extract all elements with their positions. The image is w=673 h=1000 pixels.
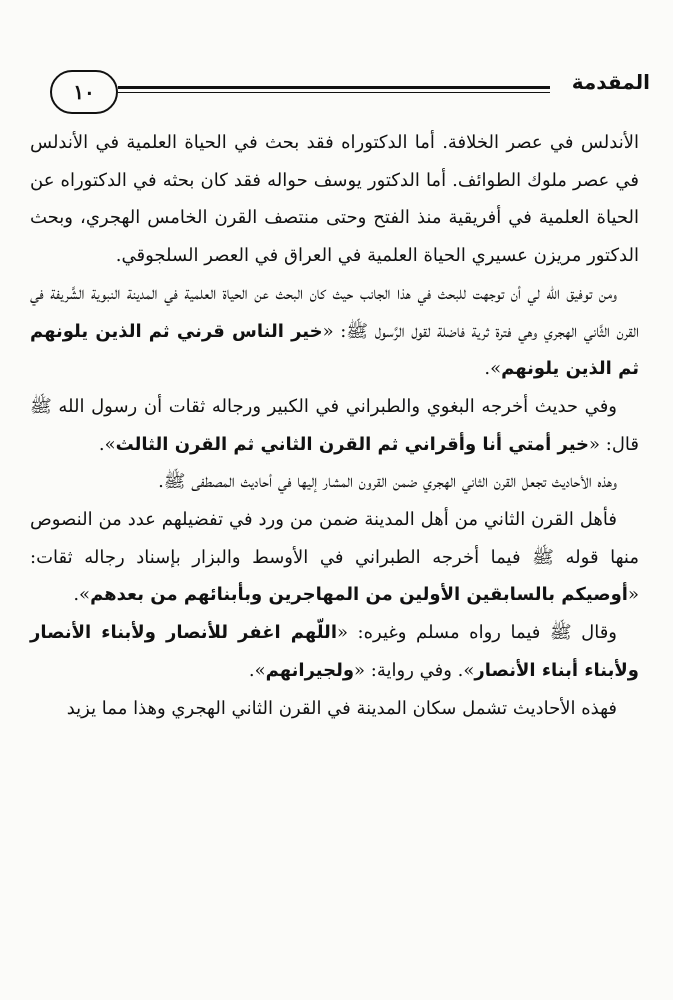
- hadith-quote-4: اللّهم اغفر للأنصار ولأبناء الأنصار ولأبناء أبناء الأنصار: [30, 622, 639, 681]
- header-rule: [118, 86, 550, 89]
- page-number: ١٠: [73, 80, 95, 104]
- paragraph-3: وفي حديث أخرجه البغوي والطبراني في الكبير ورجاله ثقات أن رسول الله ﷺ قال: «خير أمتي أنا وأقراني ثم القرن الثاني ثم القرن الثالث».: [30, 395, 639, 455]
- paragraph-2: ومن توفيق الله لي أن توجهت للبحث في هذا الجانب حيث كان البحث عن الحياة العلمية في المدينة النبوية الشَّريفة في القرن الثَّاني الهجري وهي فترة ثرية فاضلة لقول الرَّسول ﷺ: «خير الناس قرني ثم الذين يلونهم ثم الذين يلونهم».: [30, 282, 639, 380]
- page-header: [30, 66, 650, 124]
- paragraph-1: الأندلس في عصر الخلافة. أما الدكتوراه فقد بحث في الحياة العلمية في الأندلس في عصر ملوك الطوائف. أما الدكتور يوسف حواله فقد كان بحثه في الدكتوراه عن الحياة العلمية في أفريقية منذ الفتح وحتى منتصف القرن الخامس الهجري، وبحث الدكتور مريزن عسيري الحياة العلمية في العراق في العصر السلجوقي.: [30, 132, 639, 267]
- paragraph-6: وقال ﷺ فيما رواه مسلم وغيره: «اللّهم اغفر للأنصار ولأبناء الأنصار ولأبناء أبناء الأنصار». وفي رواية: «ولجيرانهم».: [30, 622, 639, 681]
- paragraph-7: فهذه الأحاديث تشمل سكان المدينة في القرن الثاني الهجري وهذا مما يزيد: [66, 697, 617, 719]
- hadith-quote-3: أوصيكم بالسابقين الأولين من المهاجرين وبأبنائهم من بعدهم: [90, 584, 628, 606]
- body-text: [30, 124, 639, 727]
- hadith-quote-2: خير أمتي أنا وأقراني ثم القرن الثاني ثم القرن الثالث: [115, 433, 590, 455]
- section-title: المقدمة: [571, 70, 650, 94]
- page-number-badge: [50, 70, 118, 114]
- hadith-quote-1: خير الناس قرني ثم الذين يلونهم ثم الذين يلونهم: [30, 320, 639, 380]
- paragraph-5: فأهل القرن الثاني من أهل المدينة ضمن من ورد في تفضيلهم عدد من النصوص منها قوله ﷺ فيما أخرجه الطبراني في الأوسط والبزار بإسناد رجاله ثقات: «أوصيكم بالسابقين الأولين من المهاجرين وبأبنائهم من بعدهم».: [30, 509, 639, 606]
- hadith-quote-5: ولجيرانهم: [265, 659, 355, 681]
- header-rule-thin: [118, 92, 550, 93]
- paragraph-4: وهذه الأحاديث تجعل القرن الثاني الهجري ضمن القرون المشار إليها في أحاديث المصطفى ﷺ.: [158, 471, 617, 493]
